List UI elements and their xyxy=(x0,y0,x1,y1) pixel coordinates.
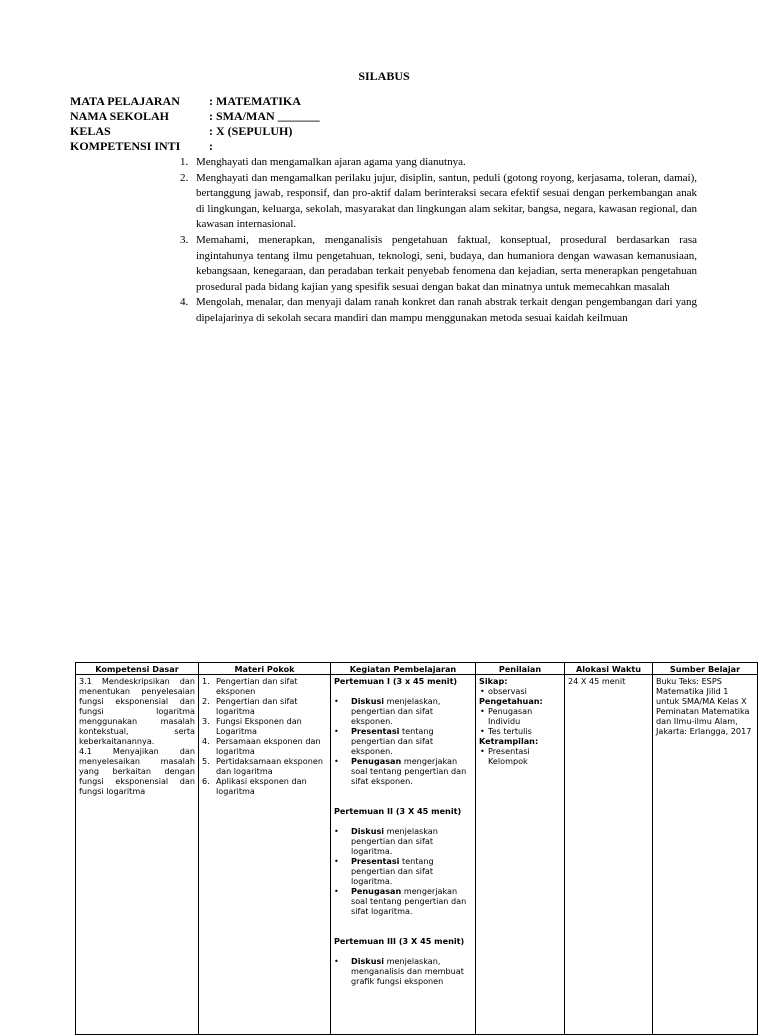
bullet-icon: • xyxy=(480,706,485,716)
ki-text: Menghayati dan mengamalkan ajaran agama yang dianutnya. xyxy=(196,156,466,168)
sikap-heading: Sikap: xyxy=(479,676,508,686)
list-number: 1. xyxy=(202,676,210,686)
info-row-kompetensi-inti xyxy=(70,139,213,154)
activity-name: Diskusi xyxy=(351,956,385,966)
bullet-icon: • xyxy=(334,826,339,836)
bullet-icon: • xyxy=(334,956,339,966)
list-item xyxy=(334,886,472,916)
activity-name: Diskusi xyxy=(351,826,385,836)
table-header-row xyxy=(76,663,758,675)
ki-text: Menghayati dan mengamalkan perilaku jujur, disiplin, santun, peduli (gotong royong, kerjasama, toleran, damai), bertanggung jawab, responsif, dan pro-aktif dalam berinteraksi secara efektif sesuai dengan perkembangan anak di lingkungan, keluarga, sekolah, masyarakat dan lingkungan alam sekitar, bangsa, negara, kawasan regional, dan kawasan internasional. xyxy=(196,171,697,231)
list-item xyxy=(334,856,472,886)
list-item xyxy=(479,746,561,766)
list-item xyxy=(479,726,561,736)
activity-name: Presentasi xyxy=(351,726,400,736)
document-title: SILABUS xyxy=(358,69,410,83)
list-number: 5. xyxy=(202,756,210,766)
silabus-table xyxy=(75,662,758,1035)
bullet-icon: • xyxy=(480,686,485,696)
bullet-icon: • xyxy=(334,886,339,896)
bullet-icon: • xyxy=(334,696,339,706)
info-row-kelas xyxy=(70,124,292,139)
activity-name: Presentasi xyxy=(351,856,400,866)
list-text: Pengertian dan sifat eksponen xyxy=(216,676,298,696)
list-item xyxy=(334,696,472,726)
ki-item xyxy=(177,171,697,233)
activity-text: tentang pengertian dan sifat eksponen. xyxy=(351,726,434,756)
ki-text: Mengolah, menalar, dan menyaji dalam ranah konkret dan ranah abstrak terkait dengan pengembangan dari yang dipelajarinya di sekolah secara mandiri dan mampu menggunakan metoda sesuai kaidah keilmuan xyxy=(196,296,697,324)
activity-name: Diskusi xyxy=(351,696,385,706)
bullet-icon: • xyxy=(334,856,339,866)
bullet-icon: • xyxy=(334,726,339,736)
info-value: : MATEMATIKA xyxy=(209,94,301,108)
list-text: observasi xyxy=(488,686,527,696)
header-kegiatan-pembelajaran: Kegiatan Pembelajaran xyxy=(331,663,476,675)
materi-pokok-cell xyxy=(199,675,331,1035)
info-row-mata-pelajaran xyxy=(70,94,301,109)
info-value: : xyxy=(209,139,213,153)
list-item xyxy=(202,696,327,716)
kompetensi-inti-list xyxy=(177,155,697,327)
activity-name: Penugasan xyxy=(351,756,402,766)
list-item xyxy=(202,676,327,696)
sumber-belajar-cell: Buku Teks: ESPS Matematika Jilid 1 untuk SMA/MA Kelas X Peminatan Matematika dan Ilmu-ilmu Alam, Jakarta: Erlangga, 2017 xyxy=(653,675,758,1035)
list-item xyxy=(202,776,327,796)
ketrampilan-heading: Ketrampilan: xyxy=(479,736,539,746)
info-label: MATA PELAJARAN xyxy=(70,94,180,108)
info-label: KOMPETENSI INTI xyxy=(70,139,181,153)
list-text: Presentasi Kelompok xyxy=(488,746,530,766)
list-number: 6. xyxy=(202,776,210,786)
list-item xyxy=(334,826,472,856)
pertemuan-2-heading: Pertemuan II (3 X 45 menit) xyxy=(334,806,462,816)
ki-number: 1. xyxy=(180,156,189,168)
bullet-icon: • xyxy=(480,726,485,736)
ki-number: 2. xyxy=(180,171,189,184)
ki-item xyxy=(177,155,697,171)
activity-text: menjelaskan, pengertian dan sifat eksponen. xyxy=(351,696,441,726)
list-item xyxy=(334,956,472,986)
header-alokasi-waktu: Alokasi Waktu xyxy=(565,663,653,675)
activity-name: Penugasan xyxy=(351,886,402,896)
header-penilaian: Penilaian xyxy=(476,663,565,675)
list-item xyxy=(202,716,327,736)
header-materi-pokok: Materi Pokok xyxy=(199,663,331,675)
list-number: 2. xyxy=(202,696,210,706)
header-kompetensi-dasar: Kompetensi Dasar xyxy=(76,663,199,675)
bullet-icon: • xyxy=(480,746,485,756)
list-item xyxy=(202,756,327,776)
activity-text: menjelaskan pengertian dan sifat logaritma. xyxy=(351,826,438,856)
ki-text: Memahami, menerapkan, menganalisis pengetahuan faktual, konseptual, prosedural berdasarkan rasa ingintahunya tentang ilmu pengetahuan, teknologi, seni, budaya, dan humaniora dengan wawasan kemanusiaan, kebangsaan, kenegaraan, dan peradaban terkait penyebab fenomena dan kejadian, serta menerapkan pengetahuan prosedural pada bidang kajian yang spesifik sesuai dengan bakat dan minatnya untuk memecahkan masalah xyxy=(196,233,697,293)
pengetahuan-heading: Pengetahuan: xyxy=(479,696,543,706)
list-text: Pertidaksamaan eksponen dan logaritma xyxy=(216,756,324,776)
alokasi-waktu-cell: 24 X 45 menit xyxy=(565,675,653,1035)
list-text: Persamaan eksponen dan logaritma xyxy=(216,736,321,756)
list-text: Fungsi Eksponen dan Logaritma xyxy=(216,716,302,736)
ki-number: 4. xyxy=(180,296,189,309)
kompetensi-dasar-cell xyxy=(76,675,199,1035)
info-label: KELAS xyxy=(70,124,111,138)
kd-item: 4.1 Menyajikan dan menyelesaikan masalah yang berkaitan dengan fungsi eksponensial dan fungsi logaritma xyxy=(79,746,195,796)
list-text: Tes tertulis xyxy=(488,726,532,736)
list-item xyxy=(202,736,327,756)
header-sumber-belajar: Sumber Belajar xyxy=(653,663,758,675)
list-item xyxy=(334,756,472,786)
list-text: Pengertian dan sifat logaritma xyxy=(216,696,298,716)
list-item xyxy=(479,706,561,726)
info-value: : X (SEPULUH) xyxy=(209,124,293,138)
pertemuan-3-heading: Pertemuan III (3 X 45 menit) xyxy=(334,936,465,946)
list-text: Aplikasi eksponen dan logaritma xyxy=(216,776,307,796)
ki-number: 3. xyxy=(180,233,189,246)
activity-text: tentang pengertian dan sifat logaritma. xyxy=(351,856,434,886)
activity-text: mengerjakan soal tentang pengertian dan sifat logaritma. xyxy=(351,886,467,916)
list-item xyxy=(479,686,561,696)
info-row-nama-sekolah xyxy=(70,109,320,124)
pertemuan-1-heading: Pertemuan I (3 x 45 menit) xyxy=(334,676,458,686)
ki-item xyxy=(177,295,697,326)
activity-text: menjelaskan, menganalisis dan membuat grafik fungsi eksponen xyxy=(351,956,464,986)
info-value: : SMA/MAN _______ xyxy=(209,109,320,123)
penilaian-cell xyxy=(476,675,565,1035)
kegiatan-pembelajaran-cell xyxy=(331,675,476,1035)
bullet-icon: • xyxy=(334,756,339,766)
table-row xyxy=(76,675,758,1035)
kd-item: 3.1 Mendeskripsikan dan menentukan penyelesaian fungsi eksponensial dan fungsi logaritma menggunakan masalah kontekstual, serta keberkaitanannya. xyxy=(79,676,195,746)
list-text: Penugasan Individu xyxy=(488,706,533,726)
list-number: 3. xyxy=(202,716,210,726)
list-number: 4. xyxy=(202,736,210,746)
list-item xyxy=(334,726,472,756)
activity-text: mengerjakan soal tentang pengertian dan sifat eksponen. xyxy=(351,756,467,786)
info-label: NAMA SEKOLAH xyxy=(70,109,170,123)
ki-item xyxy=(177,233,697,295)
